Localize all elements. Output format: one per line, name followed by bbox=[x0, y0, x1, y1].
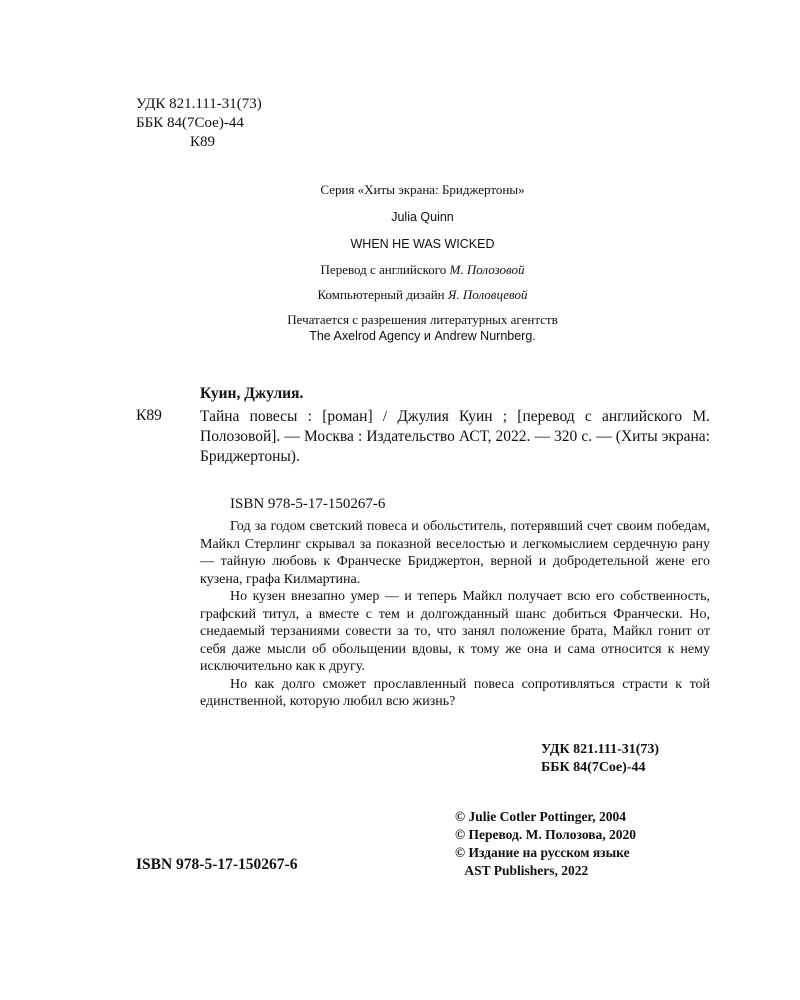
udk-code: УДК 821.111-31(73) bbox=[136, 96, 262, 112]
series-line: Серия «Хиты экрана: Бриджертоны» bbox=[320, 182, 525, 197]
design-credit bbox=[0, 287, 800, 303]
copyright-line: © Julie Cotler Pottinger, 2004 bbox=[455, 809, 626, 824]
bbk-repeat: ББК 84(7Сое)-44 bbox=[541, 760, 646, 775]
bib-isbn: ISBN 978-5-17-150267-6 bbox=[230, 496, 386, 512]
translation-credit bbox=[0, 262, 800, 278]
copyright-line: © Издание на русском языке bbox=[455, 845, 630, 860]
designer-name: Я. Половцевой bbox=[447, 287, 528, 302]
agencies-line: The Axelrod Agency и Andrew Nurnberg. bbox=[309, 329, 536, 343]
design-label: Компьютерный дизайн bbox=[317, 287, 445, 302]
udk-repeat: УДК 821.111-31(73) bbox=[541, 742, 660, 757]
original-author: Julia Quinn bbox=[391, 210, 454, 224]
copyright-block bbox=[455, 808, 636, 880]
bib-description: Тайна повесы : [роман] / Джулия Куин ; [перевод с английского М. Полозовой]. — Москва : Издательство АСТ, 2022. — 320 с. — (Хиты экрана: Бриджертоны). bbox=[200, 408, 710, 465]
bib-mark: К89 bbox=[136, 407, 162, 424]
author-mark: К89 bbox=[190, 134, 216, 150]
translator-name: М. Полозовой bbox=[449, 262, 525, 277]
bbk-code: ББК 84(7Сое)-44 bbox=[136, 115, 244, 131]
permission-line: Печатается с разрешения литературных агентств bbox=[287, 312, 558, 327]
author-heading: Куин, Джулия. bbox=[200, 385, 304, 402]
translation-label: Перевод с английского bbox=[320, 262, 447, 277]
original-title: WHEN HE WAS WICKED bbox=[350, 237, 495, 251]
footer-isbn: ISBN 978-5-17-150267-6 bbox=[136, 856, 298, 873]
annotation-paragraph: Но кузен внезапно умер — и теперь Майкл получает всю его собственность, графский титул, а вместе с тем и долгожданный шанс добиться Франчески. Но, снедаемый терзаниями совести за то, что занял положение брата, Майкл гонит от себя даже мысли об обольщении вдовы, к тому же она и сама относится к нему исключительно как к другу. bbox=[200, 589, 710, 674]
annotation-paragraph: Но как долго сможет прославленный повеса сопротивляться страсти к той единственной, которую любил всю жизнь? bbox=[200, 676, 710, 709]
annotation-paragraph: Год за годом светский повеса и обольститель, потерявший счет своим победам, Майкл Стерлинг скрывал за показной веселостью и легкомыслием сердечную рану — тайную любовь к Франческе Бриджертон, верной и добродетельной жене его кузена, графа Килмартина. bbox=[200, 519, 710, 587]
copyright-line: © Перевод. М. Полозова, 2020 bbox=[455, 827, 637, 842]
annotation bbox=[200, 518, 710, 711]
copyright-line: AST Publishers, 2022 bbox=[455, 863, 589, 878]
